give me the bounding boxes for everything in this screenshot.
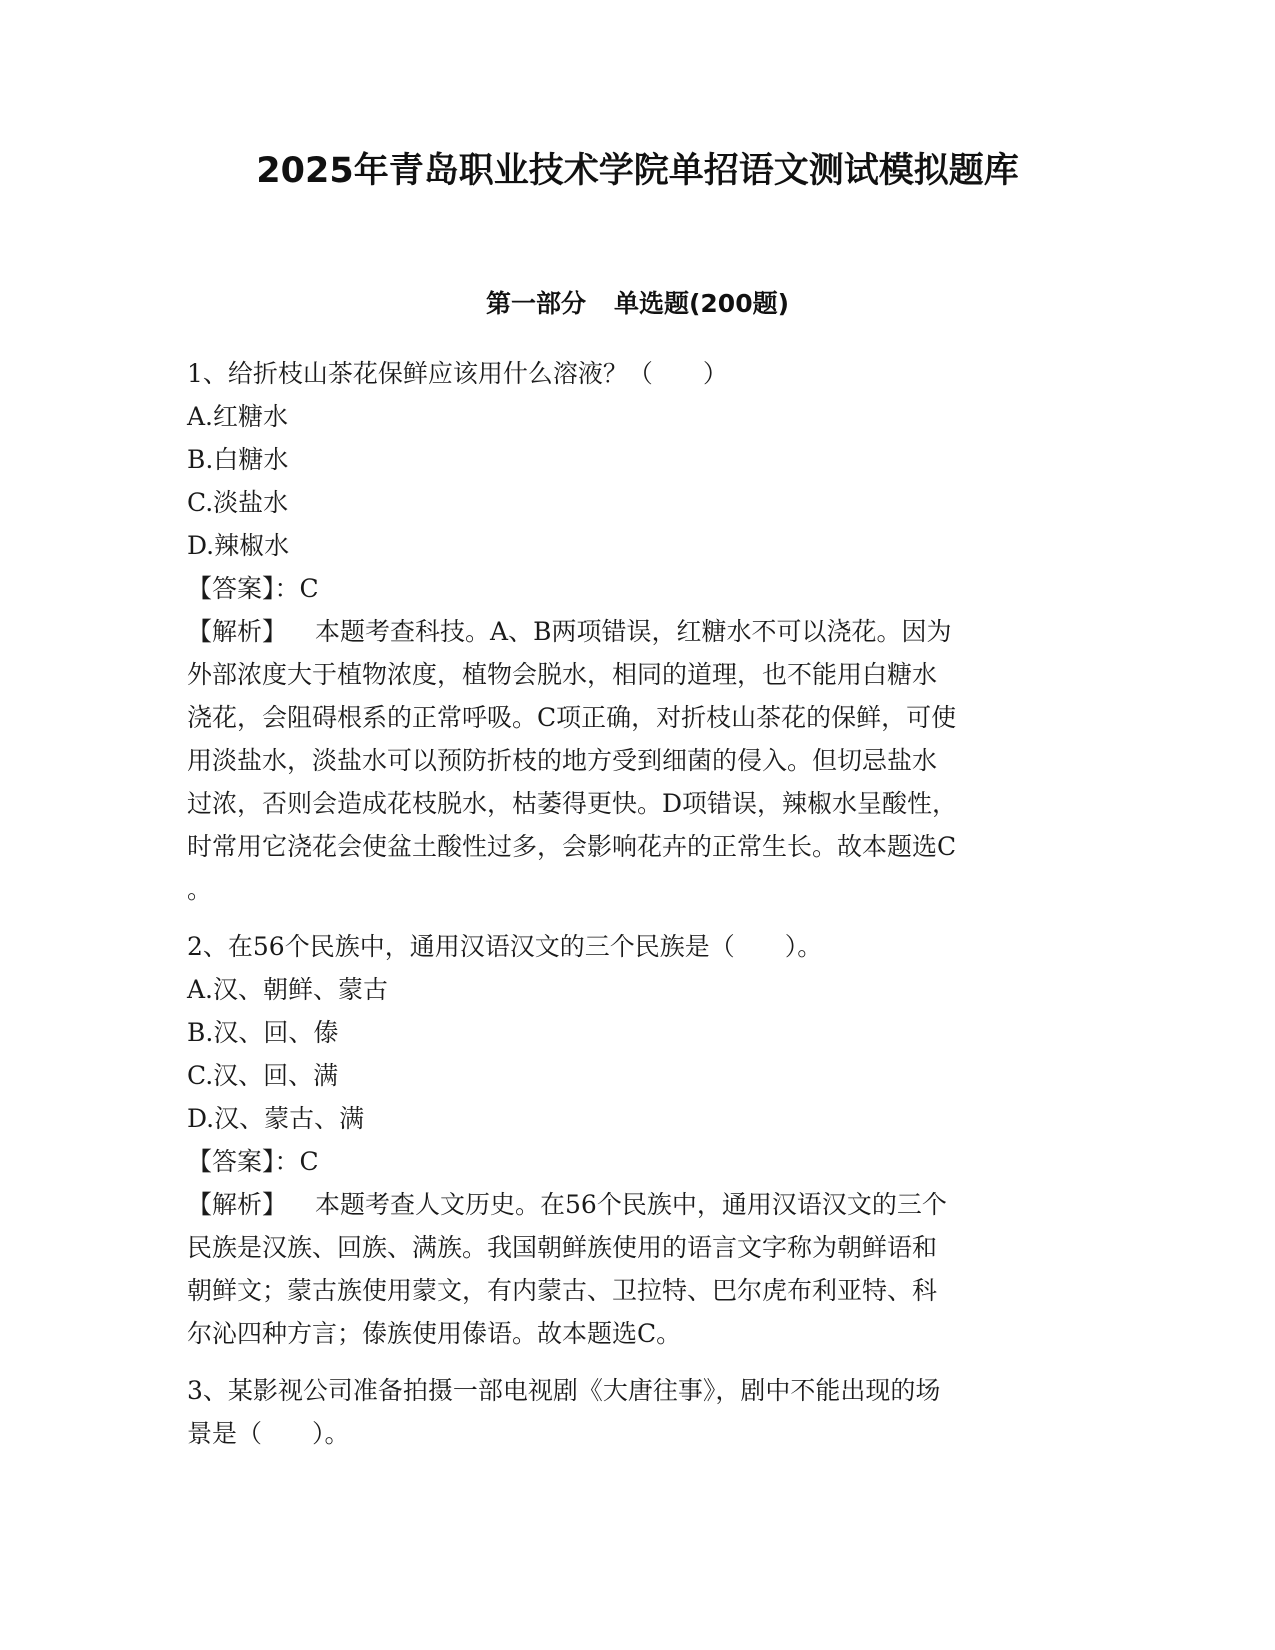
analysis-line-2: 民族是汉族、回族、满族。我国朝鲜族使用的语言文字称为朝鲜语和 [187, 1233, 938, 1262]
option-d: D.辣椒水 [187, 531, 290, 560]
analysis-line-3: 浇花，会阻碍根系的正常呼吸。C项正确，对折枝山茶花的保鲜，可使 [187, 703, 957, 732]
analysis-label: 【解析】 [187, 1190, 288, 1219]
section-part: 第一部分 [485, 289, 586, 318]
question-stem-line-1: 3、某影视公司准备拍摄一部电视剧《大唐往事》，剧中不能出现的场 [187, 1376, 941, 1405]
answer-label: 【答案】： [187, 574, 300, 603]
question-3 [187, 1369, 1087, 1455]
question-stem: 1、给折枝山茶花保鲜应该用什么溶液？（ ） [187, 359, 728, 388]
analysis-label: 【解析】 [187, 617, 288, 646]
option-c: C.汉、回、满 [187, 1061, 339, 1090]
analysis-line-7: 。 [187, 875, 213, 904]
answer-value: C [299, 574, 319, 603]
option-b: B.汉、回、傣 [187, 1018, 339, 1047]
question-stem: 2、在56个民族中，通用汉语汉文的三个民族是（ ）。 [187, 932, 823, 961]
option-d: D.汉、蒙古、满 [187, 1104, 365, 1133]
answer-label: 【答案】： [187, 1147, 300, 1176]
analysis-line-2: 外部浓度大于植物浓度，植物会脱水，相同的道理，也不能用白糖水 [187, 660, 938, 689]
analysis-line-4: 尔沁四种方言；傣族使用傣语。故本题选C。 [187, 1319, 682, 1348]
analysis-line-4: 用淡盐水，淡盐水可以预防折枝的地方受到细菌的侵入。但切忌盐水 [187, 746, 938, 775]
answer-line [187, 567, 1087, 610]
option-a: A.红糖水 [187, 402, 289, 431]
question-2 [187, 925, 1087, 1355]
analysis-line-6: 时常用它浇花会使盆土酸性过多，会影响花卉的正常生长。故本题选C [187, 832, 957, 861]
analysis-line-3: 朝鲜文；蒙古族使用蒙文，有内蒙古、卫拉特、巴尔虎布利亚特、科 [187, 1276, 938, 1305]
question-1 [187, 352, 1087, 911]
section-heading [0, 286, 1275, 322]
analysis-line-5: 过浓，否则会造成花枝脱水，枯萎得更快。D项错误，辣椒水呈酸性， [187, 789, 958, 818]
option-a: A.汉、朝鲜、蒙古 [187, 975, 389, 1004]
document-title: 2025年青岛职业技术学院单招语文测试模拟题库 [256, 151, 1019, 191]
option-b: B.白糖水 [187, 445, 289, 474]
answer-line [187, 1140, 1087, 1183]
option-c: C.淡盐水 [187, 488, 289, 517]
analysis-line-1: 【解析】 本题考查人文历史。在56个民族中，通用汉语汉文的三个 [187, 1190, 947, 1219]
answer-value: C [299, 1147, 319, 1176]
section-name: 单选题(200题) [613, 289, 790, 318]
question-list [187, 352, 1087, 1455]
question-stem-line-2: 景是（ ）。 [187, 1419, 350, 1448]
analysis-line-1: 【解析】 本题考查科技。A、B两项错误，红糖水不可以浇花。因为 [187, 617, 952, 646]
